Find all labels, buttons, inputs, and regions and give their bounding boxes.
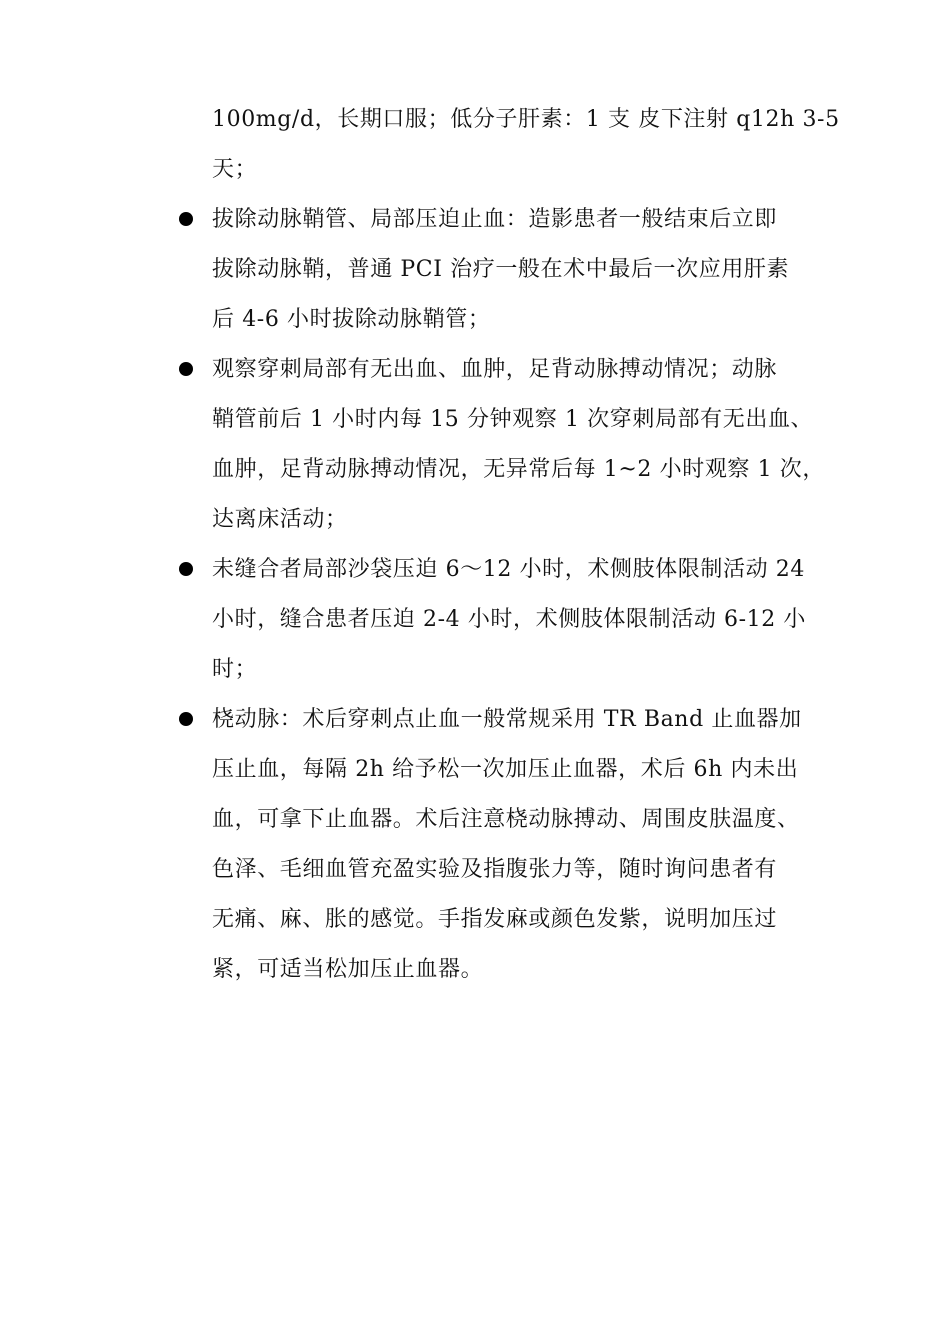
bullet-icon — [179, 712, 193, 726]
text-line: 压止血，每隔 2h 给予松一次加压止血器，术后 6h 内未出 — [212, 757, 799, 782]
bullet-icon — [179, 562, 193, 576]
text-line: 桡动脉：术后穿刺点止血一般常规采用 TR Band 止血器加 — [212, 707, 802, 732]
bullet-icon — [179, 212, 193, 226]
text-line: 天； — [212, 157, 258, 182]
intro-paragraph — [212, 95, 840, 195]
text-line: 无痛、麻、胀的感觉。手指发麻或颜色发紫，说明加压过 — [212, 907, 778, 932]
text-line: 时； — [212, 657, 258, 682]
text-line: 血肿，足背动脉搏动情况，无异常后每 1~2 小时观察 1 次， — [212, 457, 825, 482]
text-line: 小时，缝合患者压迫 2-4 小时，术侧肢体限制活动 6-12 小 — [212, 607, 807, 632]
list-item — [212, 545, 812, 695]
text-line: 鞘管前后 1 小时内每 15 分钟观察 1 次穿刺局部有无出血、 — [212, 407, 814, 432]
text-line: 达离床活动； — [212, 507, 348, 532]
text-line: 血，可拿下止血器。术后注意桡动脉搏动、周围皮肤温度、 — [212, 807, 800, 832]
text-line: 拔除动脉鞘，普通 PCI 治疗一般在术中最后一次应用肝素 — [212, 257, 790, 282]
text-line: 未缝合者局部沙袋压迫 6～12 小时，术侧肢体限制活动 24 — [212, 557, 805, 582]
list-item — [212, 195, 812, 345]
text-line: 观察穿刺局部有无出血、血肿，足背动脉搏动情况；动脉 — [212, 357, 778, 382]
text-line: 色泽、毛细血管充盈实验及指腹张力等，随时询问患者有 — [212, 857, 778, 882]
list-item — [212, 345, 825, 545]
text-line: 紧，可适当松加压止血器。 — [212, 957, 484, 982]
text-line: 100mg/d，长期口服；低分子肝素：1 支 皮下注射 q12h 3-5 — [212, 107, 840, 132]
text-line: 拔除动脉鞘管、局部压迫止血：造影患者一般结束后立即 — [212, 207, 778, 232]
text-line: 后 4-6 小时拔除动脉鞘管； — [212, 307, 491, 332]
list-item — [212, 695, 812, 995]
document-body — [212, 95, 840, 995]
bullet-icon — [179, 362, 193, 376]
